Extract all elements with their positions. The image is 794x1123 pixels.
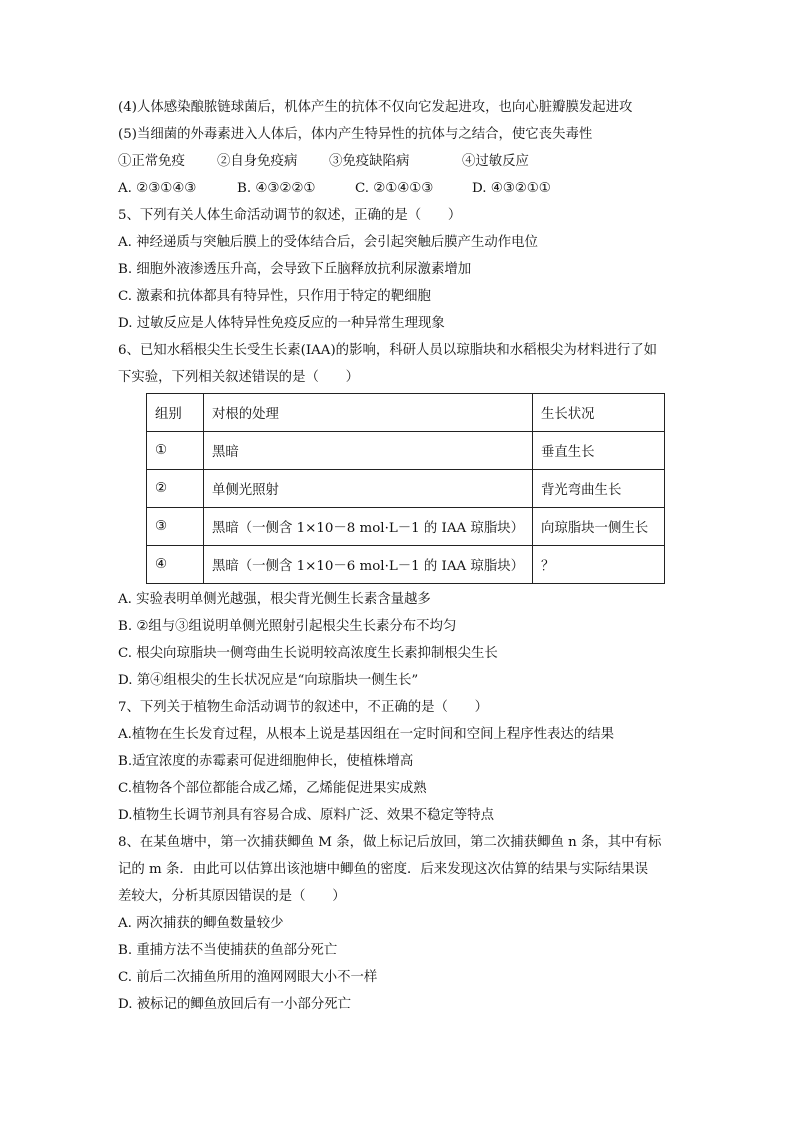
q7-option-c: C.植物各个部位都能合成乙烯，乙烯能促进果实成熟 [118, 781, 427, 796]
table-cell: ② [147, 470, 204, 508]
q4-option-c: C. ②①④①③ [355, 181, 434, 196]
category-4: ④过敏反应 [462, 154, 529, 169]
q7-option-d: D.植物生长调节剂具有容易合成、原料广泛、效果不稳定等特点 [118, 808, 495, 823]
table-cell: ？ [533, 546, 665, 584]
table-row [147, 470, 665, 508]
q5-option-c: C. 激素和抗体都具有特异性，只作用于特定的靶细胞 [118, 289, 431, 304]
q8-option-b: B. 重捕方法不当使捕获的鱼部分死亡 [118, 943, 338, 958]
q8-stem-line-1: 8、在某鱼塘中，第一次捕获鲫鱼 M 条，做上标记后放回，第二次捕获鲫鱼 n 条，其中有标 [118, 835, 662, 850]
q4-option-a: A. ②③①④③ [118, 181, 197, 196]
table-cell: 黑暗 [204, 432, 533, 470]
q7-stem: 7、下列关于植物生命活动调节的叙述中，不正确的是（ ） [118, 700, 489, 715]
q4-options [118, 175, 688, 202]
table-cell: ③ [147, 508, 204, 546]
q4-option-b: B. ④③②②① [237, 181, 316, 196]
table-cell: ④ [147, 546, 204, 584]
q7-option-b: B.适宜浓度的赤霉素可促进细胞伸长，使植株增高 [118, 754, 414, 769]
q7-option-a: A.植物在生长发育过程，从根本上说是基因组在一定时间和空间上程序性表达的结果 [118, 727, 614, 742]
table-row [147, 546, 665, 584]
table-header-cell: 生长状况 [533, 394, 665, 432]
q4-statement-5: (5)当细菌的外毒素进入人体后，体内产生特异性的抗体与之结合，使它丧失毒性 [118, 127, 593, 142]
q5-option-d: D. 过敏反应是人体特异性免疫反应的一种异常生理现象 [118, 316, 445, 331]
table-header-cell: 对根的处理 [204, 394, 533, 432]
q8-option-c: C. 前后二次捕鱼所用的渔网网眼大小不一样 [118, 970, 378, 985]
table-row [147, 432, 665, 470]
table-row [147, 508, 665, 546]
q8-option-a: A. 两次捕获的鲫鱼数量较少 [118, 916, 284, 931]
category-3: ③免疫缺陷病 [329, 154, 410, 169]
q4-option-d: D. ④③②①① [472, 181, 551, 196]
table-cell: 黑暗（一侧含 1×10－8 mol·L－1 的 IAA 琼脂块） [204, 508, 533, 546]
table-cell: 黑暗（一侧含 1×10－6 mol·L－1 的 IAA 琼脂块） [204, 546, 533, 584]
table-cell: 单侧光照射 [204, 470, 533, 508]
table-cell: ① [147, 432, 204, 470]
q6-stem-line-1: 6、已知水稻根尖生长受生长素(IAA)的影响，科研人员以琼脂块和水稻根尖为材料进行了如 [118, 343, 658, 358]
q5-stem: 5、下列有关人体生命活动调节的叙述，正确的是（ ） [118, 208, 462, 223]
category-1: ①正常免疫 [118, 154, 185, 169]
q8-stem-line-3: 差较大，分析其原因错误的是（ ） [118, 889, 346, 904]
table-cell: 背光弯曲生长 [533, 470, 665, 508]
table-cell: 向琼脂块一侧生长 [533, 508, 665, 546]
q6-option-a: A. 实验表明单侧光越强，根尖背光侧生长素含量越多 [118, 592, 431, 607]
q6-option-d: D. 第④组根尖的生长状况应是“向琼脂块一侧生长” [118, 673, 419, 688]
table-header-row [147, 394, 665, 432]
exam-page [118, 94, 688, 1018]
q8-option-d: D. 被标记的鲫鱼放回后有一小部分死亡 [118, 997, 352, 1012]
table-cell: 垂直生长 [533, 432, 665, 470]
q5-option-b: B. 细胞外液渗透压升高，会导致下丘脑释放抗利尿激素增加 [118, 262, 472, 277]
q6-option-c: C. 根尖向琼脂块一侧弯曲生长说明较高浓度生长素抑制根尖生长 [118, 646, 498, 661]
q6-option-b: B. ②组与③组说明单侧光照射引起根尖生长素分布不均匀 [118, 619, 457, 634]
q4-statement-4: (4)人体感染酿脓链球菌后，机体产生的抗体不仅向它发起进攻，也向心脏瓣膜发起进攻 [118, 100, 633, 115]
q5-option-a: A. 神经递质与突触后膜上的受体结合后，会引起突触后膜产生动作电位 [118, 235, 538, 250]
category-2: ②自身免疫病 [217, 154, 298, 169]
experiment-table [146, 393, 665, 584]
q6-stem-line-2: 下实验，下列相关叙述错误的是（ ） [118, 370, 360, 385]
table-header-cell: 组别 [147, 394, 204, 432]
q4-categories [118, 148, 688, 175]
q8-stem-line-2: 记的 m 条．由此可以估算出该池塘中鲫鱼的密度．后来发现这次估算的结果与实际结果误 [118, 862, 649, 877]
